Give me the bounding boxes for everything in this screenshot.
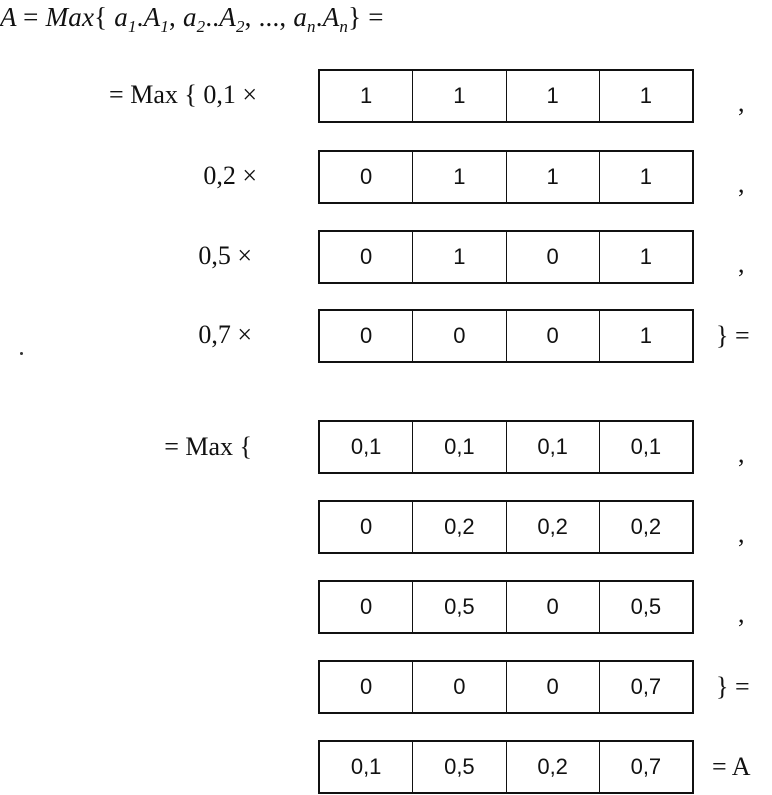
grid-cell: 0,2 xyxy=(413,502,506,552)
step2-row3-grid xyxy=(318,580,694,634)
grid-cell: 0,2 xyxy=(630,514,662,539)
grid-cell: 1 xyxy=(639,164,652,189)
grid-cell: 0,5 xyxy=(630,594,662,619)
grid-cell: 0 xyxy=(320,232,413,282)
grid-cell: 1 xyxy=(413,232,506,282)
grid-cell: 0,1 xyxy=(413,422,506,472)
grid-cell: 0 xyxy=(320,502,413,552)
grid-cell: 1 xyxy=(507,152,600,202)
step2-row4-grid xyxy=(318,660,694,714)
grid-cell: 0,1 xyxy=(507,422,600,472)
step2-row3-tail: , xyxy=(738,599,745,628)
grid-cell: 1 xyxy=(320,71,413,121)
grid-cell: 0 xyxy=(320,152,413,202)
grid-cell: 0,5 xyxy=(413,582,506,632)
grid-cell: 0 xyxy=(320,582,413,632)
step1-row4-tail: } = xyxy=(716,321,750,350)
step1-row4-grid xyxy=(318,309,694,363)
step1-row2-tail: , xyxy=(738,169,745,198)
result-tail: = A xyxy=(712,752,751,781)
grid-cell: 1 xyxy=(639,323,652,348)
step1-row3-grid xyxy=(318,230,694,284)
step1-row1-tail: , xyxy=(738,88,745,117)
step1-row1-label: = Max { 0,1 × xyxy=(109,80,257,109)
grid-cell: 1 xyxy=(413,152,506,202)
step2-row2-tail: , xyxy=(738,519,745,548)
grid-cell: 0,1 xyxy=(320,422,413,472)
formula-header: A = Max{ $a_1.A_1$, $a_2..A_2$, ..., $a_n.A_n$} = xyxy=(0,2,384,36)
step1-row2-grid xyxy=(318,150,694,204)
step2-row4-tail: } = xyxy=(716,672,750,701)
grid-cell: 0,7 xyxy=(630,754,662,779)
grid-cell: 0 xyxy=(507,232,600,282)
result-grid xyxy=(318,740,694,794)
grid-cell: 1 xyxy=(639,244,652,269)
grid-cell: 0 xyxy=(320,662,413,712)
step1-row3-tail: , xyxy=(738,249,745,278)
grid-cell: 0,7 xyxy=(630,674,662,699)
grid-cell: 0 xyxy=(507,582,600,632)
grid-cell: 0,1 xyxy=(320,742,413,792)
step2-row1-grid xyxy=(318,420,694,474)
grid-cell: 0,5 xyxy=(413,742,506,792)
step1-row4-label: 0,7 × xyxy=(198,320,252,349)
grid-cell: 0 xyxy=(507,662,600,712)
step2-row1-label: = Max { xyxy=(164,432,252,461)
step2-row1-tail: , xyxy=(738,439,745,468)
grid-cell: 1 xyxy=(413,71,506,121)
grid-cell: 1 xyxy=(507,71,600,121)
stray-dot xyxy=(20,352,23,355)
grid-cell: 0,1 xyxy=(630,434,662,459)
step1-row3-label: 0,5 × xyxy=(198,241,252,270)
grid-cell: 0,2 xyxy=(507,742,600,792)
grid-cell: 0 xyxy=(413,662,506,712)
grid-cell: 0 xyxy=(320,311,413,361)
grid-cell: 0 xyxy=(413,311,506,361)
step1-row1-grid xyxy=(318,69,694,123)
step2-row2-grid xyxy=(318,500,694,554)
grid-cell: 0 xyxy=(507,311,600,361)
grid-cell: 1 xyxy=(639,83,652,108)
grid-cell: 0,2 xyxy=(507,502,600,552)
step1-row2-label: 0,2 × xyxy=(203,161,257,190)
